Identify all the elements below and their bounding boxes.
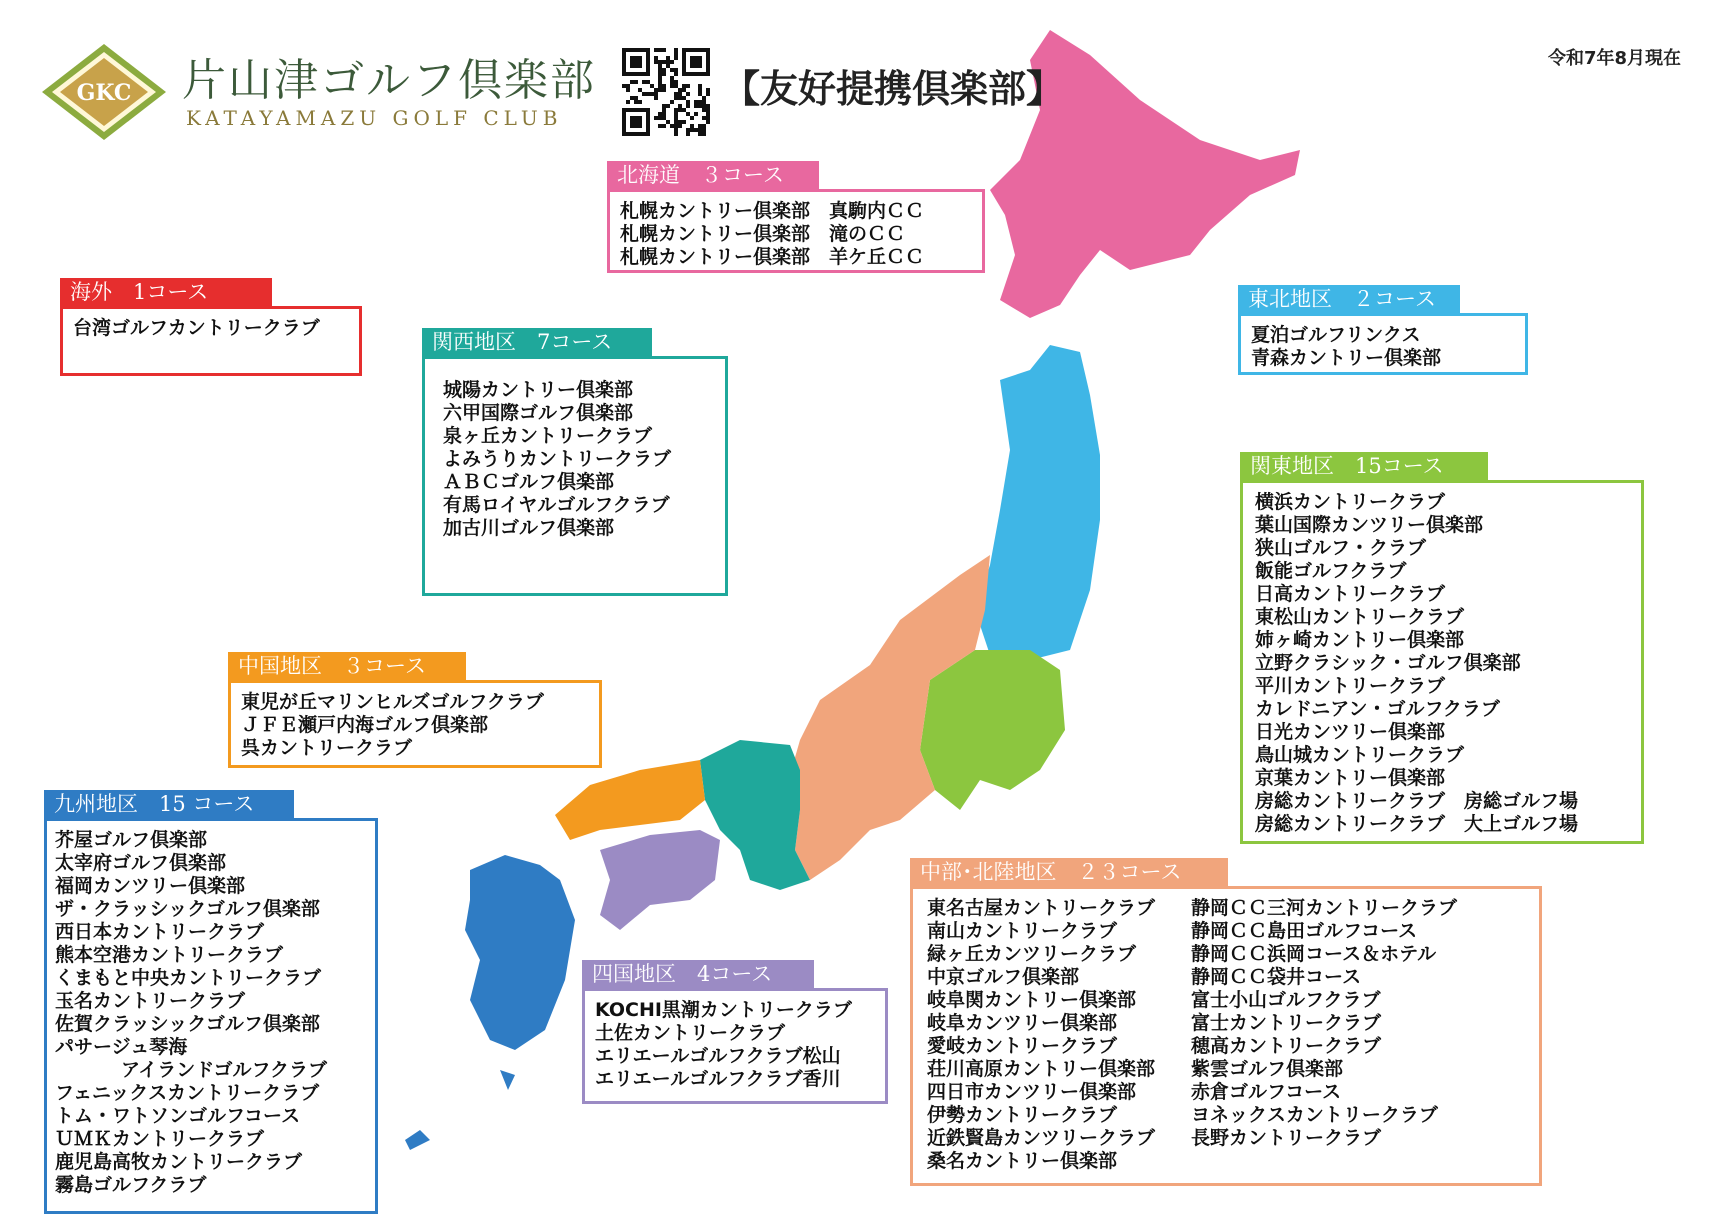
course-item: 有馬ロイヤルゴルフクラブ: [443, 494, 670, 516]
shikoku-region-shape: [600, 830, 720, 930]
club-name-en: KATAYAMAZU GOLF CLUB: [186, 106, 563, 130]
course-item: 富士カントリークラブ: [1191, 1012, 1382, 1034]
course-list-overseas: [73, 317, 349, 340]
course-item: 福岡カンツリー倶楽部: [55, 875, 246, 897]
course-item: 加古川ゴルフ倶楽部: [443, 517, 615, 539]
course-item: 荘川高原カントリー倶楽部: [927, 1058, 1156, 1080]
course-item: 札幌カントリー倶楽部 羊ケ丘ＣＣ: [620, 246, 925, 268]
region-label-kanto: 関東地区 15コース: [1240, 452, 1488, 480]
course-item: 夏泊ゴルフリンクス: [1251, 324, 1421, 346]
club-logo: [38, 40, 170, 144]
region-box-overseas: [60, 306, 362, 376]
course-item: 日光カンツリー倶楽部: [1255, 721, 1446, 743]
kyushu-region-shape: [405, 855, 575, 1150]
course-item: 霧島ゴルフクラブ: [55, 1174, 207, 1196]
course-item: 静岡ＣＣ浜岡コース＆ホテル: [1191, 943, 1437, 965]
course-item: 葉山国際カンツリー倶楽部: [1255, 514, 1484, 536]
course-item: 玉名カントリークラブ: [55, 990, 246, 1012]
course-item: 赤倉ゴルフコース: [1191, 1081, 1342, 1103]
course-item: 南山カントリークラブ: [927, 920, 1118, 942]
course-item: 緑ヶ丘カンツリークラブ: [927, 943, 1137, 965]
course-item: 静岡ＣＣ島田ゴルフコース: [1191, 920, 1418, 942]
course-item: 狭山ゴルフ・クラブ: [1255, 537, 1427, 559]
course-item: 京葉カントリー倶楽部: [1255, 767, 1446, 789]
course-item: 姉ヶ崎カントリー倶楽部: [1255, 629, 1465, 651]
course-item: 愛岐カントリークラブ: [927, 1035, 1118, 1057]
course-item: 東松山カントリークラブ: [1255, 606, 1465, 628]
region-box-hokkaido: [607, 189, 985, 273]
course-item: 鳥山城カントリークラブ: [1255, 744, 1465, 766]
region-box-chugoku: [228, 680, 602, 768]
course-item: ザ・クラッシックゴルフ倶楽部: [55, 898, 320, 920]
course-item: 富士小山ゴルフクラブ: [1191, 989, 1381, 1011]
course-item: 台湾ゴルフカントリークラブ: [73, 317, 320, 339]
chugoku-region-shape: [555, 760, 705, 840]
course-item: トム・ワトソンゴルフコース: [55, 1105, 301, 1127]
region-label-chugoku: 中国地区 ３コース: [228, 652, 466, 680]
course-item: 四日市カンツリー倶楽部: [927, 1081, 1137, 1103]
course-list-hokkaido: [620, 200, 972, 269]
region-box-kansai: [422, 356, 728, 596]
course-item: 紫雲ゴルフ倶楽部: [1191, 1058, 1344, 1080]
club-name-jp: 片山津ゴルフ倶楽部: [182, 55, 596, 106]
region-label-shikoku: 四国地区 4コース: [582, 960, 814, 988]
course-item: 立野クラシック・ゴルフ倶楽部: [1255, 652, 1521, 674]
course-item: 岐阜関カントリー倶楽部: [927, 989, 1137, 1011]
qr-code[interactable]: [622, 48, 710, 136]
course-item: カレドニアン・ゴルフクラブ: [1255, 698, 1500, 720]
region-label-hokkaido: 北海道 ３コース: [607, 161, 819, 189]
course-item: パサージュ琴海: [55, 1036, 188, 1058]
course-item: くまもと中央カントリークラブ: [55, 967, 322, 989]
region-label-chubu: 中部･北陸地区 ２３コース: [910, 858, 1228, 886]
course-item: 東児が丘マリンヒルズゴルフクラブ: [241, 691, 544, 713]
course-list-chubu-left: [927, 897, 1155, 1173]
course-item: 日高カントリークラブ: [1255, 583, 1446, 605]
course-item: 近鉄賢島カンツリークラブ: [927, 1127, 1156, 1149]
course-item: 芥屋ゴルフ倶楽部: [55, 829, 208, 851]
course-list-kansai: [443, 379, 715, 540]
course-item: 六甲国際ゴルフ倶楽部: [443, 402, 634, 424]
course-item: 土佐カントリークラブ: [595, 1022, 786, 1044]
course-list-kyushu: [55, 829, 365, 1197]
course-item: ＵＭＫカントリークラブ: [55, 1128, 265, 1150]
course-item: アイランドゴルフクラブ: [121, 1059, 327, 1081]
course-item: 青森カントリー倶楽部: [1251, 347, 1442, 369]
region-box-chubu: [910, 886, 1542, 1186]
region-box-tohoku: [1238, 313, 1528, 375]
course-item: 穂高カントリークラブ: [1191, 1035, 1382, 1057]
kanto-region-shape: [920, 650, 1065, 810]
course-item: 岐阜カンツリー倶楽部: [927, 1012, 1118, 1034]
course-item: エリエールゴルフクラブ香川: [595, 1068, 841, 1090]
region-label-kyushu: 九州地区 15 コース: [44, 790, 294, 818]
course-item: 東名古屋カントリークラブ: [927, 897, 1156, 919]
course-item: 太宰府ゴルフ倶楽部: [55, 852, 227, 874]
course-item: 佐賀クラッシックゴルフ倶楽部: [55, 1013, 320, 1035]
course-item: エリエールゴルフクラブ松山: [595, 1045, 841, 1067]
course-item: 鹿児島高牧カントリークラブ: [55, 1151, 303, 1173]
region-label-kansai: 関西地区 7コース: [422, 328, 652, 356]
course-item: よみうりカントリークラブ: [443, 448, 672, 470]
course-item: 西日本カントリークラブ: [55, 921, 265, 943]
course-list-chugoku: [241, 691, 589, 760]
course-item: 横浜カントリークラブ: [1255, 491, 1446, 513]
course-list-kanto: [1255, 491, 1631, 836]
course-item: 平川カントリークラブ: [1255, 675, 1446, 697]
as-of-date: 令和7年8月現在: [1548, 48, 1682, 69]
course-item: 熊本空港カントリークラブ: [55, 944, 284, 966]
course-item: 静岡ＣＣ袋井コース: [1191, 966, 1362, 988]
course-item: 泉ヶ丘カントリークラブ: [443, 425, 653, 447]
course-item: 静岡ＣＣ三河カントリークラブ: [1191, 897, 1458, 919]
course-item: 中京ゴルフ倶楽部: [927, 966, 1080, 988]
course-item: KOCHI黒潮カントリークラブ: [595, 999, 852, 1021]
region-label-tohoku: 東北地区 ２コース: [1238, 285, 1460, 313]
region-box-kanto: [1240, 480, 1644, 844]
course-item: ヨネックスカントリークラブ: [1191, 1104, 1438, 1126]
tohoku-region-shape: [975, 345, 1100, 660]
region-label-overseas: 海外 1コース: [60, 278, 272, 306]
course-item: 桑名カントリー倶楽部: [927, 1150, 1118, 1172]
region-box-kyushu: [44, 818, 378, 1214]
course-item: ＪＦＥ瀬戸内海ゴルフ倶楽部: [241, 714, 489, 736]
page-title: 【友好提携倶楽部】: [722, 66, 1065, 111]
course-item: 房総カントリークラブ 房総ゴルフ場: [1255, 790, 1579, 812]
course-item: 長野カントリークラブ: [1191, 1127, 1382, 1149]
course-item: ＡＢＣゴルフ倶楽部: [443, 471, 615, 493]
course-list-shikoku: [595, 999, 875, 1091]
course-item: 札幌カントリー倶楽部 滝のＣＣ: [620, 223, 906, 245]
course-list-chubu-right: [1191, 897, 1457, 1173]
course-item: フェニックスカントリークラブ: [55, 1082, 320, 1104]
course-item: 飯能ゴルフクラブ: [1255, 560, 1407, 582]
region-box-shikoku: [582, 988, 888, 1104]
svg-text:GKC: GKC: [76, 80, 132, 106]
course-item: 房総カントリークラブ 大上ゴルフ場: [1255, 813, 1579, 835]
course-item: 城陽カントリー倶楽部: [443, 379, 634, 401]
course-list-tohoku: [1251, 324, 1515, 370]
course-item: 呉カントリークラブ: [241, 737, 413, 759]
course-item: 伊勢カントリークラブ: [927, 1104, 1118, 1126]
course-item: 札幌カントリー倶楽部 真駒内ＣＣ: [620, 200, 925, 222]
